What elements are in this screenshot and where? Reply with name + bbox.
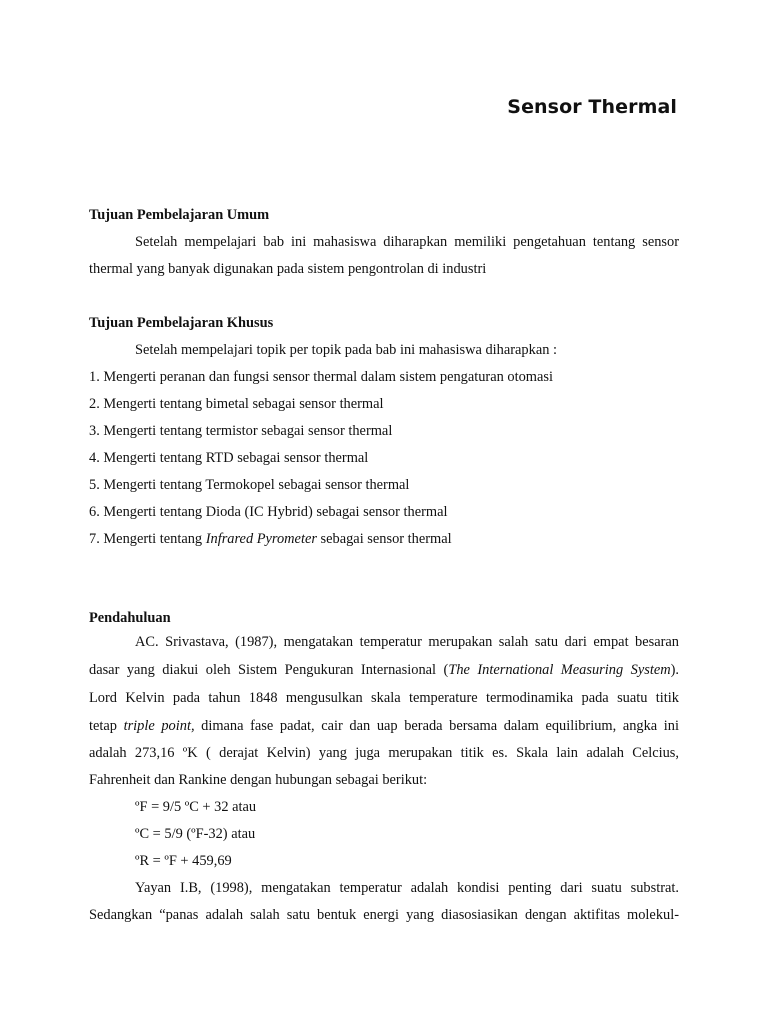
paragraph-line: Fahrenheit dan Rankine dengan hubungan sebagai berikut: — [89, 772, 428, 788]
paragraph-line — [89, 660, 679, 680]
tpk-list-item: 1. Mengerti peranan dan fungsi sensor thermal dalam sistem pengaturan otomasi — [89, 369, 553, 385]
line-emphasis: The International Measuring System — [448, 662, 671, 678]
tpk-list-item — [89, 529, 679, 549]
line-text: dasar yang diakui oleh Sistem Pengukuran Internasional ( — [89, 662, 449, 678]
tpk-list-item: 6. Mengerti tentang Dioda (IC Hybrid) sebagai sensor thermal — [89, 504, 448, 520]
item-text: 7. Mengerti tentang — [89, 531, 206, 547]
document-title: Sensor Thermal — [507, 96, 677, 118]
paragraph-line — [89, 716, 679, 736]
formula-line: ºC = 5/9 (ºF-32) atau — [135, 826, 256, 842]
pendahuluan-heading: Pendahuluan — [89, 610, 171, 626]
tpk-list-item: 2. Mengerti tentang bimetal sebagai sensor thermal — [89, 396, 384, 412]
formula-line: ºF = 9/5 ºC + 32 atau — [135, 799, 257, 815]
paragraph-line: Yayan I.B, (1998), mengatakan temperatur adalah kondisi penting dari suatu substrat. — [135, 880, 679, 896]
tpk-list-item: 5. Mengerti tentang Termokopel sebagai sensor thermal — [89, 477, 410, 493]
tpu-text-line: thermal yang banyak digunakan pada sistem pengontrolan di industri — [89, 261, 487, 277]
tpu-text-line: Setelah mempelajari bab ini mahasiswa diharapkan memiliki pengetahuan tentang sensor — [135, 234, 679, 250]
paragraph-line: Lord Kelvin pada tahun 1848 mengusulkan skala temperature termodinamika pada suatu titik — [89, 690, 679, 706]
paragraph-line: Sedangkan “panas adalah salah satu bentuk energi yang diasosiasikan dengan aktifitas molekul- — [89, 907, 679, 923]
item-text: sebagai sensor thermal — [316, 531, 452, 547]
tpk-heading: Tujuan Pembelajaran Khusus — [89, 315, 274, 331]
tpk-list-item: 4. Mengerti tentang RTD sebagai sensor thermal — [89, 450, 369, 466]
paragraph-line: adalah 273,16 ºK ( derajat Kelvin) yang juga merupakan titik es. Skala lain adalah Celcius, — [89, 745, 679, 761]
formula-line: ºR = ºF + 459,69 — [135, 853, 232, 869]
line-text: tetap — [89, 718, 124, 734]
line-text: dimana fase padat, cair dan uap berada bersama dalam equilibrium, angka ini — [194, 718, 679, 734]
paragraph-line: AC. Srivastava, (1987), mengatakan temperatur merupakan salah satu dari empat besaran — [135, 634, 679, 650]
line-emphasis: triple point, — [123, 718, 195, 734]
tpk-list-item: 3. Mengerti tentang termistor sebagai sensor thermal — [89, 423, 393, 439]
line-text: ). — [670, 662, 679, 678]
tpu-heading: Tujuan Pembelajaran Umum — [89, 207, 270, 223]
tpk-intro: Setelah mempelajari topik per topik pada bab ini mahasiswa diharapkan : — [135, 342, 557, 358]
item-emphasis: Infrared Pyrometer — [205, 531, 317, 547]
